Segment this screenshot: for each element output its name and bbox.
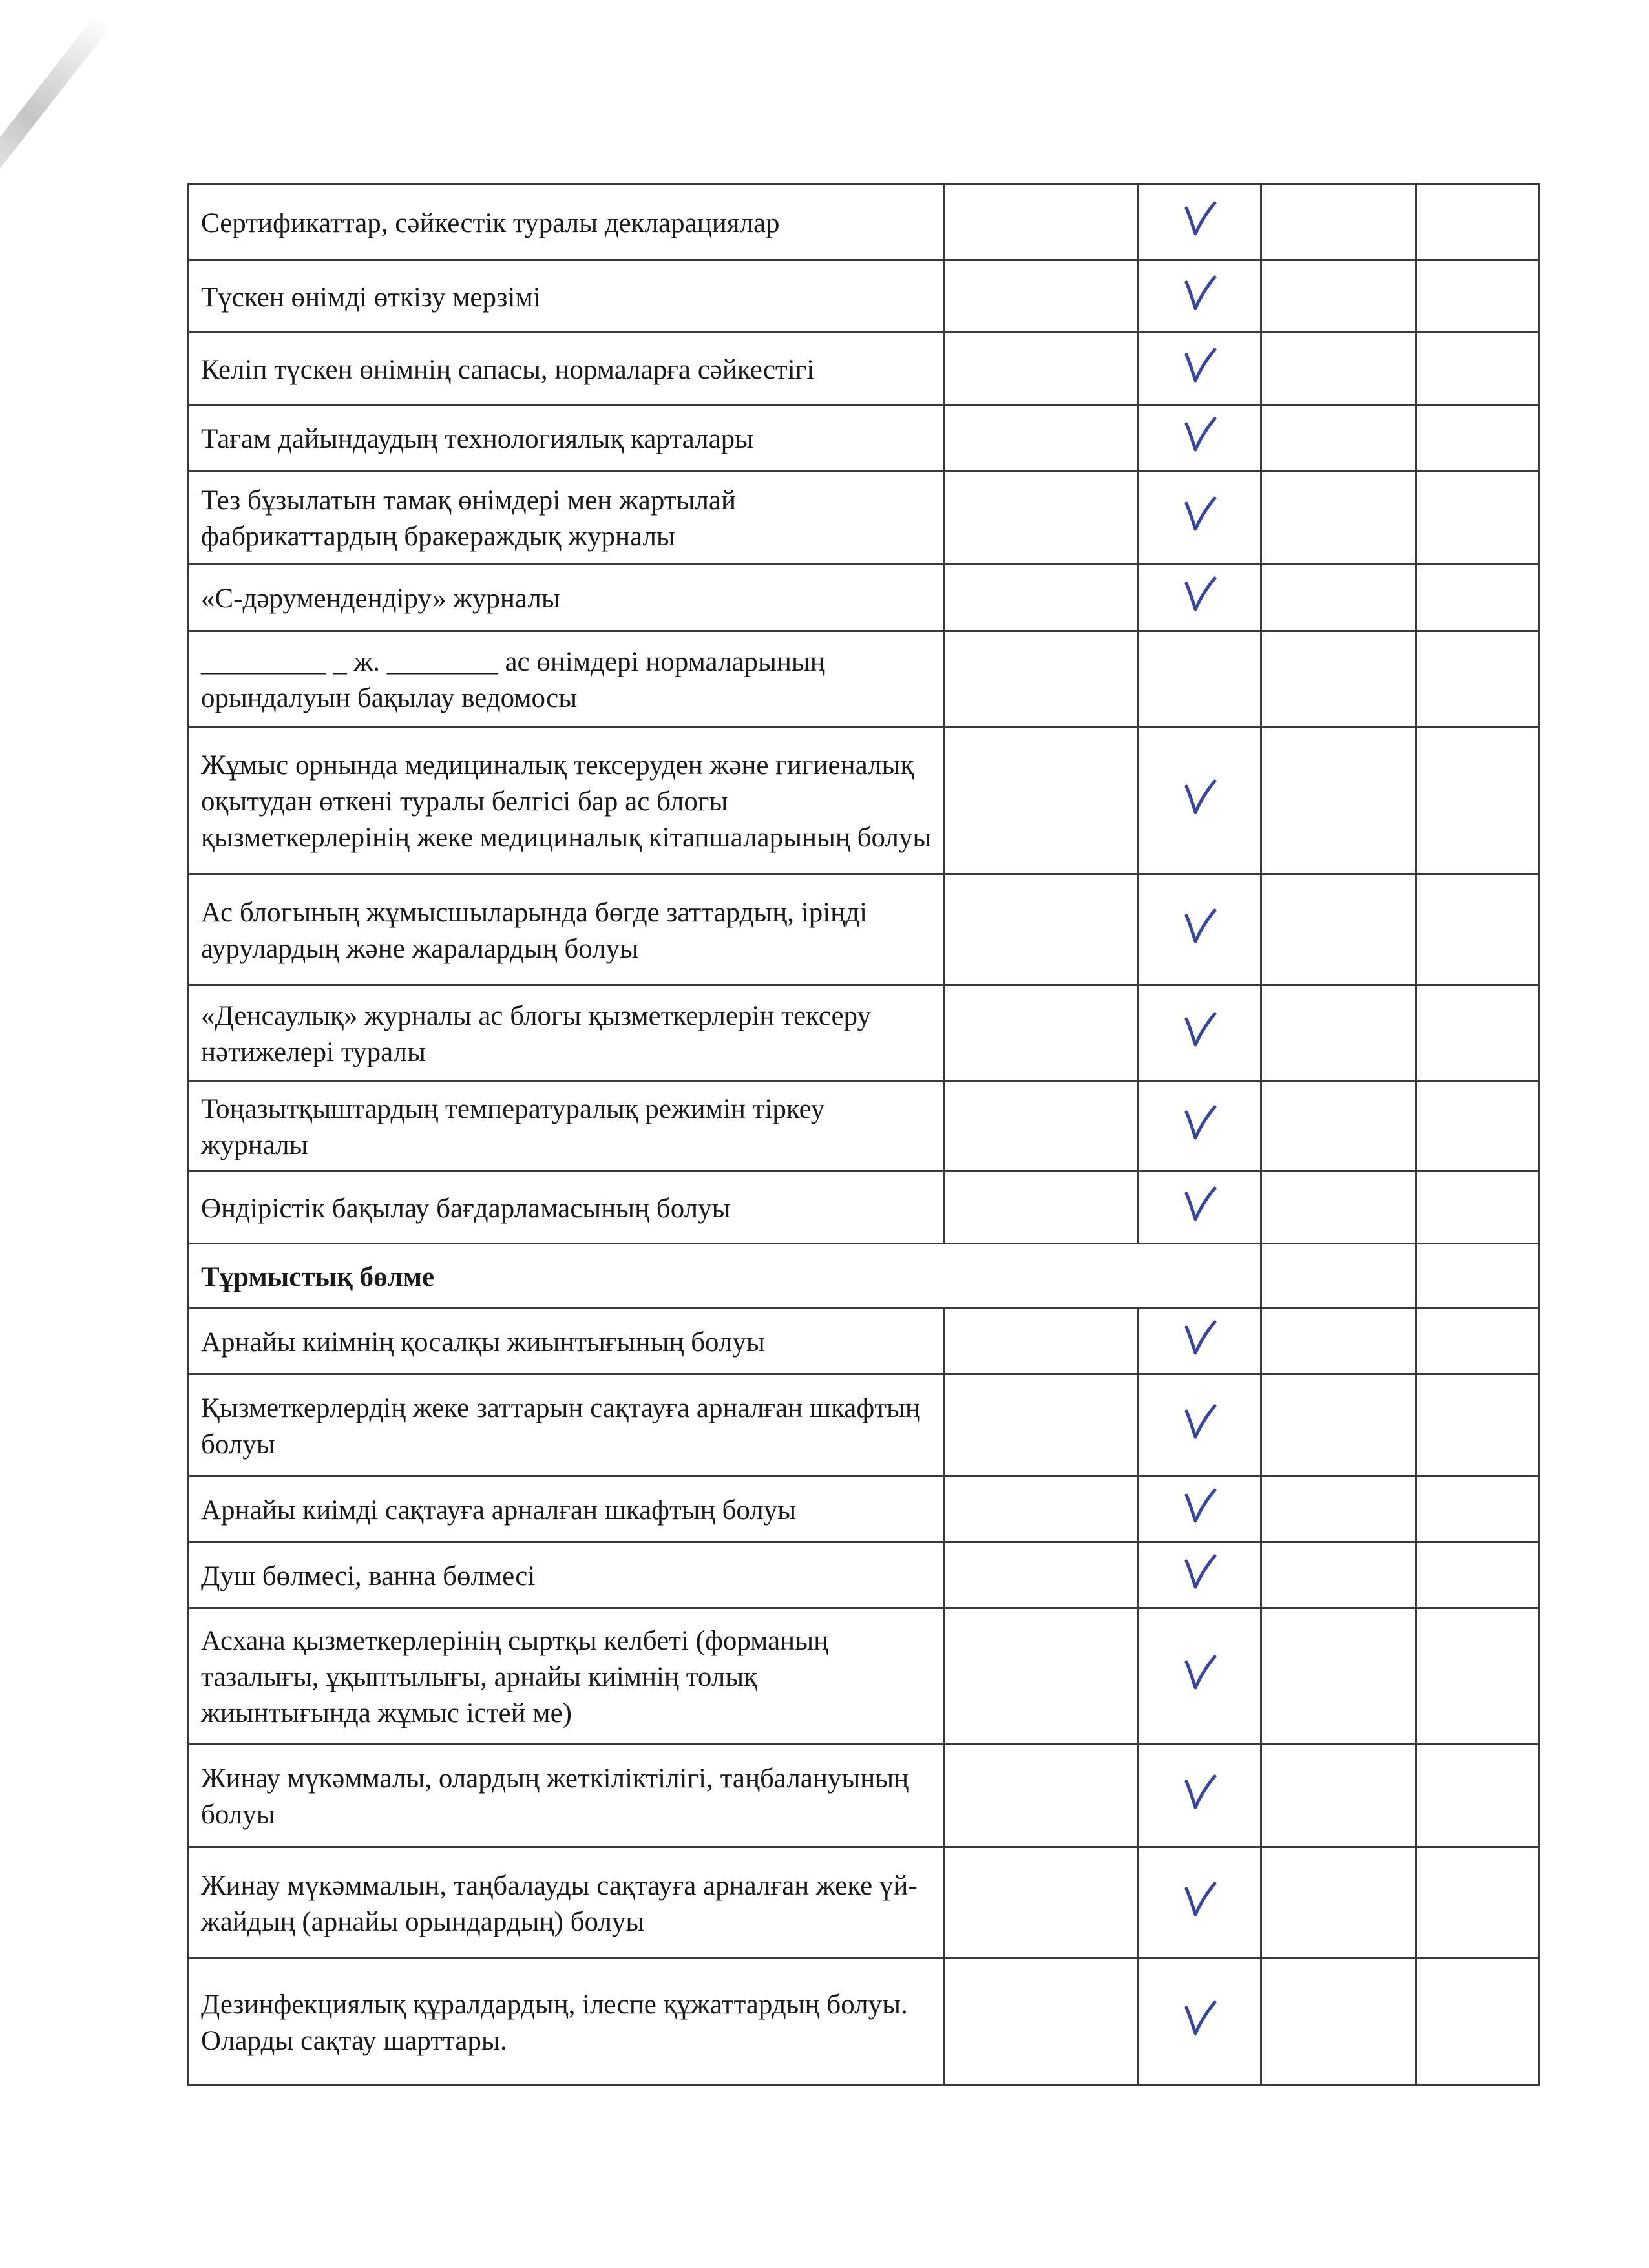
check-mark-icon (1182, 574, 1217, 613)
item-label: Арнайы киімді сақтауға арналған шкафтың болуы (189, 1476, 945, 1542)
table-row (189, 1958, 1539, 2085)
check-cell (1139, 1744, 1261, 1847)
empty-cell (1261, 727, 1416, 874)
check-mark-icon (1182, 777, 1217, 816)
check-cell (1139, 564, 1261, 631)
check-mark-icon (1182, 1184, 1217, 1223)
table-row (189, 471, 1539, 564)
check-mark-icon (1182, 494, 1217, 533)
empty-cell (945, 1542, 1139, 1608)
item-label: Асхана қызметкерлерінің сыртқы келбеті (форманың тазалығы, ұқыптылығы, арнайы киімнің толық жиынтығында жұмыс істей ме) (189, 1608, 945, 1744)
empty-cell (1416, 1171, 1539, 1244)
empty-cell (1261, 1958, 1416, 2085)
check-mark-icon (1182, 1653, 1217, 1692)
table-row (189, 874, 1539, 985)
empty-cell (1416, 1608, 1539, 1744)
check-cell (1139, 1081, 1261, 1171)
check-cell (1139, 184, 1261, 260)
empty-cell (1261, 1244, 1416, 1308)
item-label: Душ бөлмесі, ванна бөлмесі (189, 1542, 945, 1608)
empty-cell (1261, 333, 1416, 405)
table-row (189, 1476, 1539, 1542)
check-cell (1139, 631, 1261, 727)
empty-cell (1416, 405, 1539, 471)
item-label: Келіп түскен өнімнің сапасы, нормаларға сәйкестігі (189, 333, 945, 405)
empty-cell (945, 564, 1139, 631)
empty-cell (1261, 564, 1416, 631)
empty-cell (945, 1847, 1139, 1958)
empty-cell (1261, 874, 1416, 985)
empty-cell (1416, 727, 1539, 874)
item-label: Жинау мүкәммалы, олардың жеткіліктілігі, таңбалануының болуы (189, 1744, 945, 1847)
empty-cell (1261, 1608, 1416, 1744)
check-cell (1139, 1958, 1261, 2085)
empty-cell (945, 727, 1139, 874)
empty-cell (945, 1308, 1139, 1374)
empty-cell (1416, 1542, 1539, 1608)
empty-cell (945, 1081, 1139, 1171)
check-mark-icon (1182, 1880, 1217, 1918)
empty-cell (945, 985, 1139, 1081)
check-mark-icon (1182, 1552, 1217, 1591)
empty-cell (1416, 1244, 1539, 1308)
empty-cell (1416, 1744, 1539, 1847)
empty-cell (1261, 1847, 1416, 1958)
check-mark-icon (1182, 907, 1217, 945)
table-row (189, 1744, 1539, 1847)
check-cell (1139, 1847, 1261, 1958)
empty-cell (945, 1744, 1139, 1847)
empty-cell (1416, 260, 1539, 333)
empty-cell (1416, 1081, 1539, 1171)
table-row (189, 1542, 1539, 1608)
empty-cell (945, 184, 1139, 260)
item-label: _________ _ ж. ________ ас өнімдері нормаларының орындалуын бақылау ведомосы (189, 631, 945, 727)
table-row (189, 1374, 1539, 1476)
table-row (189, 985, 1539, 1081)
scan-artifact (0, 13, 112, 218)
check-cell (1139, 405, 1261, 471)
check-cell (1139, 1608, 1261, 1744)
item-label: Жинау мүкәммалын, таңбалауды сақтауға арналған жеке үй-жайдың (арнайы орындардың) болуы (189, 1847, 945, 1958)
table-row (189, 405, 1539, 471)
checklist-table (187, 183, 1540, 2086)
check-mark-icon (1182, 1999, 1217, 2037)
empty-cell (945, 631, 1139, 727)
check-cell (1139, 1476, 1261, 1542)
item-label: «С-дәрумендендіру» журналы (189, 564, 945, 631)
empty-cell (1261, 1542, 1416, 1608)
item-label: Ас блогының жұмысшыларында бөгде заттардың, іріңді аурулардың және жаралардың болуы (189, 874, 945, 985)
item-label: Тоңазытқыштардың температуралық режимін тіркеу журналы (189, 1081, 945, 1171)
table-row (189, 333, 1539, 405)
empty-cell (1416, 333, 1539, 405)
check-cell (1139, 1542, 1261, 1608)
check-cell (1139, 874, 1261, 985)
check-cell (1139, 985, 1261, 1081)
check-mark-icon (1182, 1010, 1217, 1049)
check-mark-icon (1182, 1772, 1217, 1811)
table-row (189, 1081, 1539, 1171)
empty-cell (1416, 184, 1539, 260)
empty-cell (1416, 985, 1539, 1081)
empty-cell (1261, 405, 1416, 471)
empty-cell (1416, 1308, 1539, 1374)
item-label: Дезинфекциялық құралдардың, ілеспе құжаттардың болуы. Оларды сақтау шарттары. (189, 1958, 945, 2085)
table-row (189, 184, 1539, 260)
empty-cell (1416, 1958, 1539, 2085)
empty-cell (945, 1476, 1139, 1542)
check-mark-icon (1182, 199, 1217, 238)
empty-cell (1261, 1744, 1416, 1847)
empty-cell (1416, 1374, 1539, 1476)
check-mark-icon (1182, 415, 1217, 454)
empty-cell (945, 1608, 1139, 1744)
empty-cell (945, 333, 1139, 405)
check-mark-icon (1182, 1402, 1217, 1441)
check-cell (1139, 260, 1261, 333)
table-row (189, 564, 1539, 631)
check-cell (1139, 1308, 1261, 1374)
check-mark-icon (1182, 1103, 1217, 1142)
check-mark-icon (1182, 273, 1217, 312)
empty-cell (945, 874, 1139, 985)
item-label: Сертификаттар, сәйкестік туралы декларациялар (189, 184, 945, 260)
checklist-body (189, 184, 1539, 2085)
check-mark-icon (1182, 346, 1217, 384)
section-title: Тұрмыстық бөлме (189, 1244, 1261, 1308)
item-label: Тағам дайындаудың технологиялық карталары (189, 405, 945, 471)
section-row (189, 1244, 1539, 1308)
empty-cell (1416, 874, 1539, 985)
table-row (189, 1171, 1539, 1244)
empty-cell (1261, 631, 1416, 727)
empty-cell (945, 260, 1139, 333)
item-label: Өндірістік бақылау бағдарламасының болуы (189, 1171, 945, 1244)
empty-cell (1261, 1081, 1416, 1171)
empty-cell (1261, 471, 1416, 564)
empty-cell (1416, 1847, 1539, 1958)
empty-cell (1261, 1308, 1416, 1374)
check-cell (1139, 471, 1261, 564)
empty-cell (945, 471, 1139, 564)
table-row (189, 631, 1539, 727)
item-label: Жұмыс орнында медициналық тексеруден және гигиеналық оқытудан өткені туралы белгісі бар ас блогы қызметкерлерінің жеке медициналық кітапшаларының болуы (189, 727, 945, 874)
empty-cell (1261, 1476, 1416, 1542)
empty-cell (1416, 631, 1539, 727)
check-mark-icon (1182, 1318, 1217, 1357)
empty-cell (945, 1958, 1139, 2085)
check-cell (1139, 1374, 1261, 1476)
empty-cell (1261, 1374, 1416, 1476)
empty-cell (1416, 564, 1539, 631)
check-cell (1139, 333, 1261, 405)
check-mark-icon (1182, 1486, 1217, 1525)
empty-cell (1261, 985, 1416, 1081)
table-row (189, 1847, 1539, 1958)
empty-cell (1261, 184, 1416, 260)
empty-cell (945, 1171, 1139, 1244)
table-row (189, 260, 1539, 333)
item-label: «Денсаулық» журналы ас блогы қызметкерлерін тексеру нәтижелері туралы (189, 985, 945, 1081)
table-row (189, 727, 1539, 874)
empty-cell (945, 1374, 1139, 1476)
item-label: Арнайы киімнің қосалқы жиынтығының болуы (189, 1308, 945, 1374)
empty-cell (1416, 471, 1539, 564)
check-cell (1139, 1171, 1261, 1244)
table-row (189, 1308, 1539, 1374)
item-label: Тез бұзылатын тамақ өнімдері мен жартылай фабрикаттардың бракераждық журналы (189, 471, 945, 564)
table-row (189, 1608, 1539, 1744)
item-label: Түскен өнімді өткізу мерзімі (189, 260, 945, 333)
empty-cell (1416, 1476, 1539, 1542)
empty-cell (945, 405, 1139, 471)
check-cell (1139, 727, 1261, 874)
empty-cell (1261, 1171, 1416, 1244)
item-label: Қызметкерлердің жеке заттарын сақтауға арналған шкафтың болуы (189, 1374, 945, 1476)
empty-cell (1261, 260, 1416, 333)
